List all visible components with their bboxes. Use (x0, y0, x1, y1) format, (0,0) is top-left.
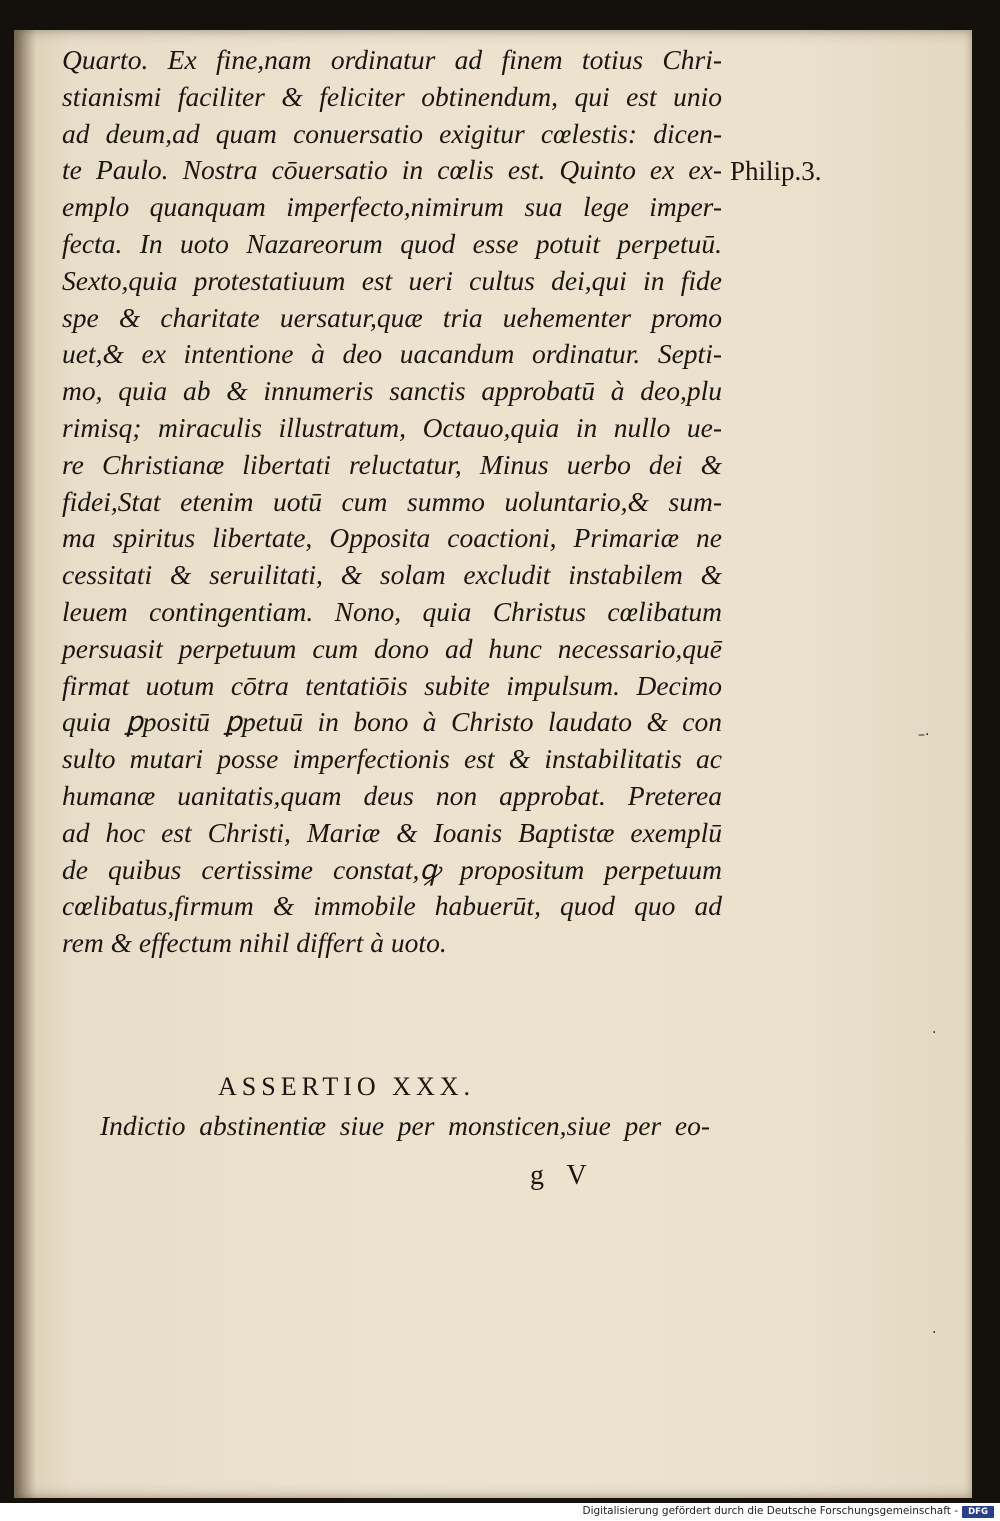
body-text (62, 42, 722, 962)
footer-credit: Digitalisierung gefördert durch die Deutsche Forschungsgemeinschaft - (582, 1505, 958, 1517)
next-section-first-line: Indictio abstinentiæ siue per monsticen,siue per eo- (100, 1110, 710, 1141)
text-line: quia ꝑpositū ꝑpetuū in bono à Christo laudato & con (62, 706, 722, 738)
text-line: ad hoc est Christi, Mariæ & Ioanis Baptistæ exemplū (62, 816, 722, 848)
margin-mark: · (932, 1025, 937, 1041)
text-line: re Christianæ libertati reluctatur, Minus uerbo dei & (62, 448, 722, 480)
text-line: emplo quanquam imperfecto,nimirum sua lege imper- (62, 191, 722, 223)
text-line: Sexto,quia protestatiuum est ueri cultus dei,qui in fide (62, 264, 722, 296)
text-line: fidei,Stat etenim uotū cum summo uoluntario,& sum- (62, 485, 722, 517)
binding-shadow (14, 30, 36, 1498)
text-line: cœlibatus,firmum & immobile habuerūt, quod quo ad (62, 890, 722, 922)
text-line: mo, quia ab & innumeris sanctis approbatū à deo,plu (62, 375, 722, 407)
footer-bar (0, 1503, 1000, 1521)
text-line: stianismi faciliter & feliciter obtinendum, qui est unio (62, 80, 722, 112)
text-line: te Paulo. Nostra cōuersatio in cœlis est. Quinto ex ex- (62, 154, 722, 186)
margin-mark: –· (918, 727, 930, 743)
text-line: persuasit perpetuum cum dono ad hunc necessario,quē (62, 632, 722, 664)
text-line: leuem contingentiam. Nono, quia Christus cœlibatum (62, 595, 722, 627)
text-line: cessitati & seruilitati, & solam excludit instabilem & (62, 559, 722, 591)
text-line: rem & effectum nihil differt à uoto. (62, 927, 447, 959)
text-line: firmat uotum cōtra tentatiōis subite impulsum. Decimo (62, 669, 722, 701)
text-line: sulto mutari posse imperfectionis est & instabilitatis ac (62, 743, 722, 775)
section-heading: ASSERTIO XXX. (218, 1072, 476, 1101)
text-line: de quibus certissime constat,ꝙ propositum perpetuum (62, 853, 722, 885)
dfg-logo: DFG (962, 1506, 994, 1518)
margin-mark: · (932, 1325, 937, 1341)
text-line: rimisq; miraculis illustratum, Octauo,quia in nullo ue- (62, 411, 722, 443)
text-line: spe & charitate uersatur,quæ tria uehementer promo (62, 301, 722, 333)
marginal-note: Philip.3. (730, 156, 822, 186)
text-line: ad deum,ad quam conuersatio exigitur cœlestis: dicen- (62, 117, 722, 149)
text-line: ma spiritus libertate, Opposita coactioni, Primariæ ne (62, 522, 722, 554)
text-line: uet,& ex intentione à deo uacandum ordinatur. Septi- (62, 338, 722, 370)
signature-mark: g V (530, 1160, 595, 1191)
text-line: humanæ uanitatis,quam deus non approbat. Preterea (62, 779, 722, 811)
text-line: fecta. In uoto Nazareorum quod esse potuit perpetuū. (62, 227, 722, 259)
text-line: Quarto. Ex fine,nam ordinatur ad finem totius Chri- (62, 44, 722, 75)
